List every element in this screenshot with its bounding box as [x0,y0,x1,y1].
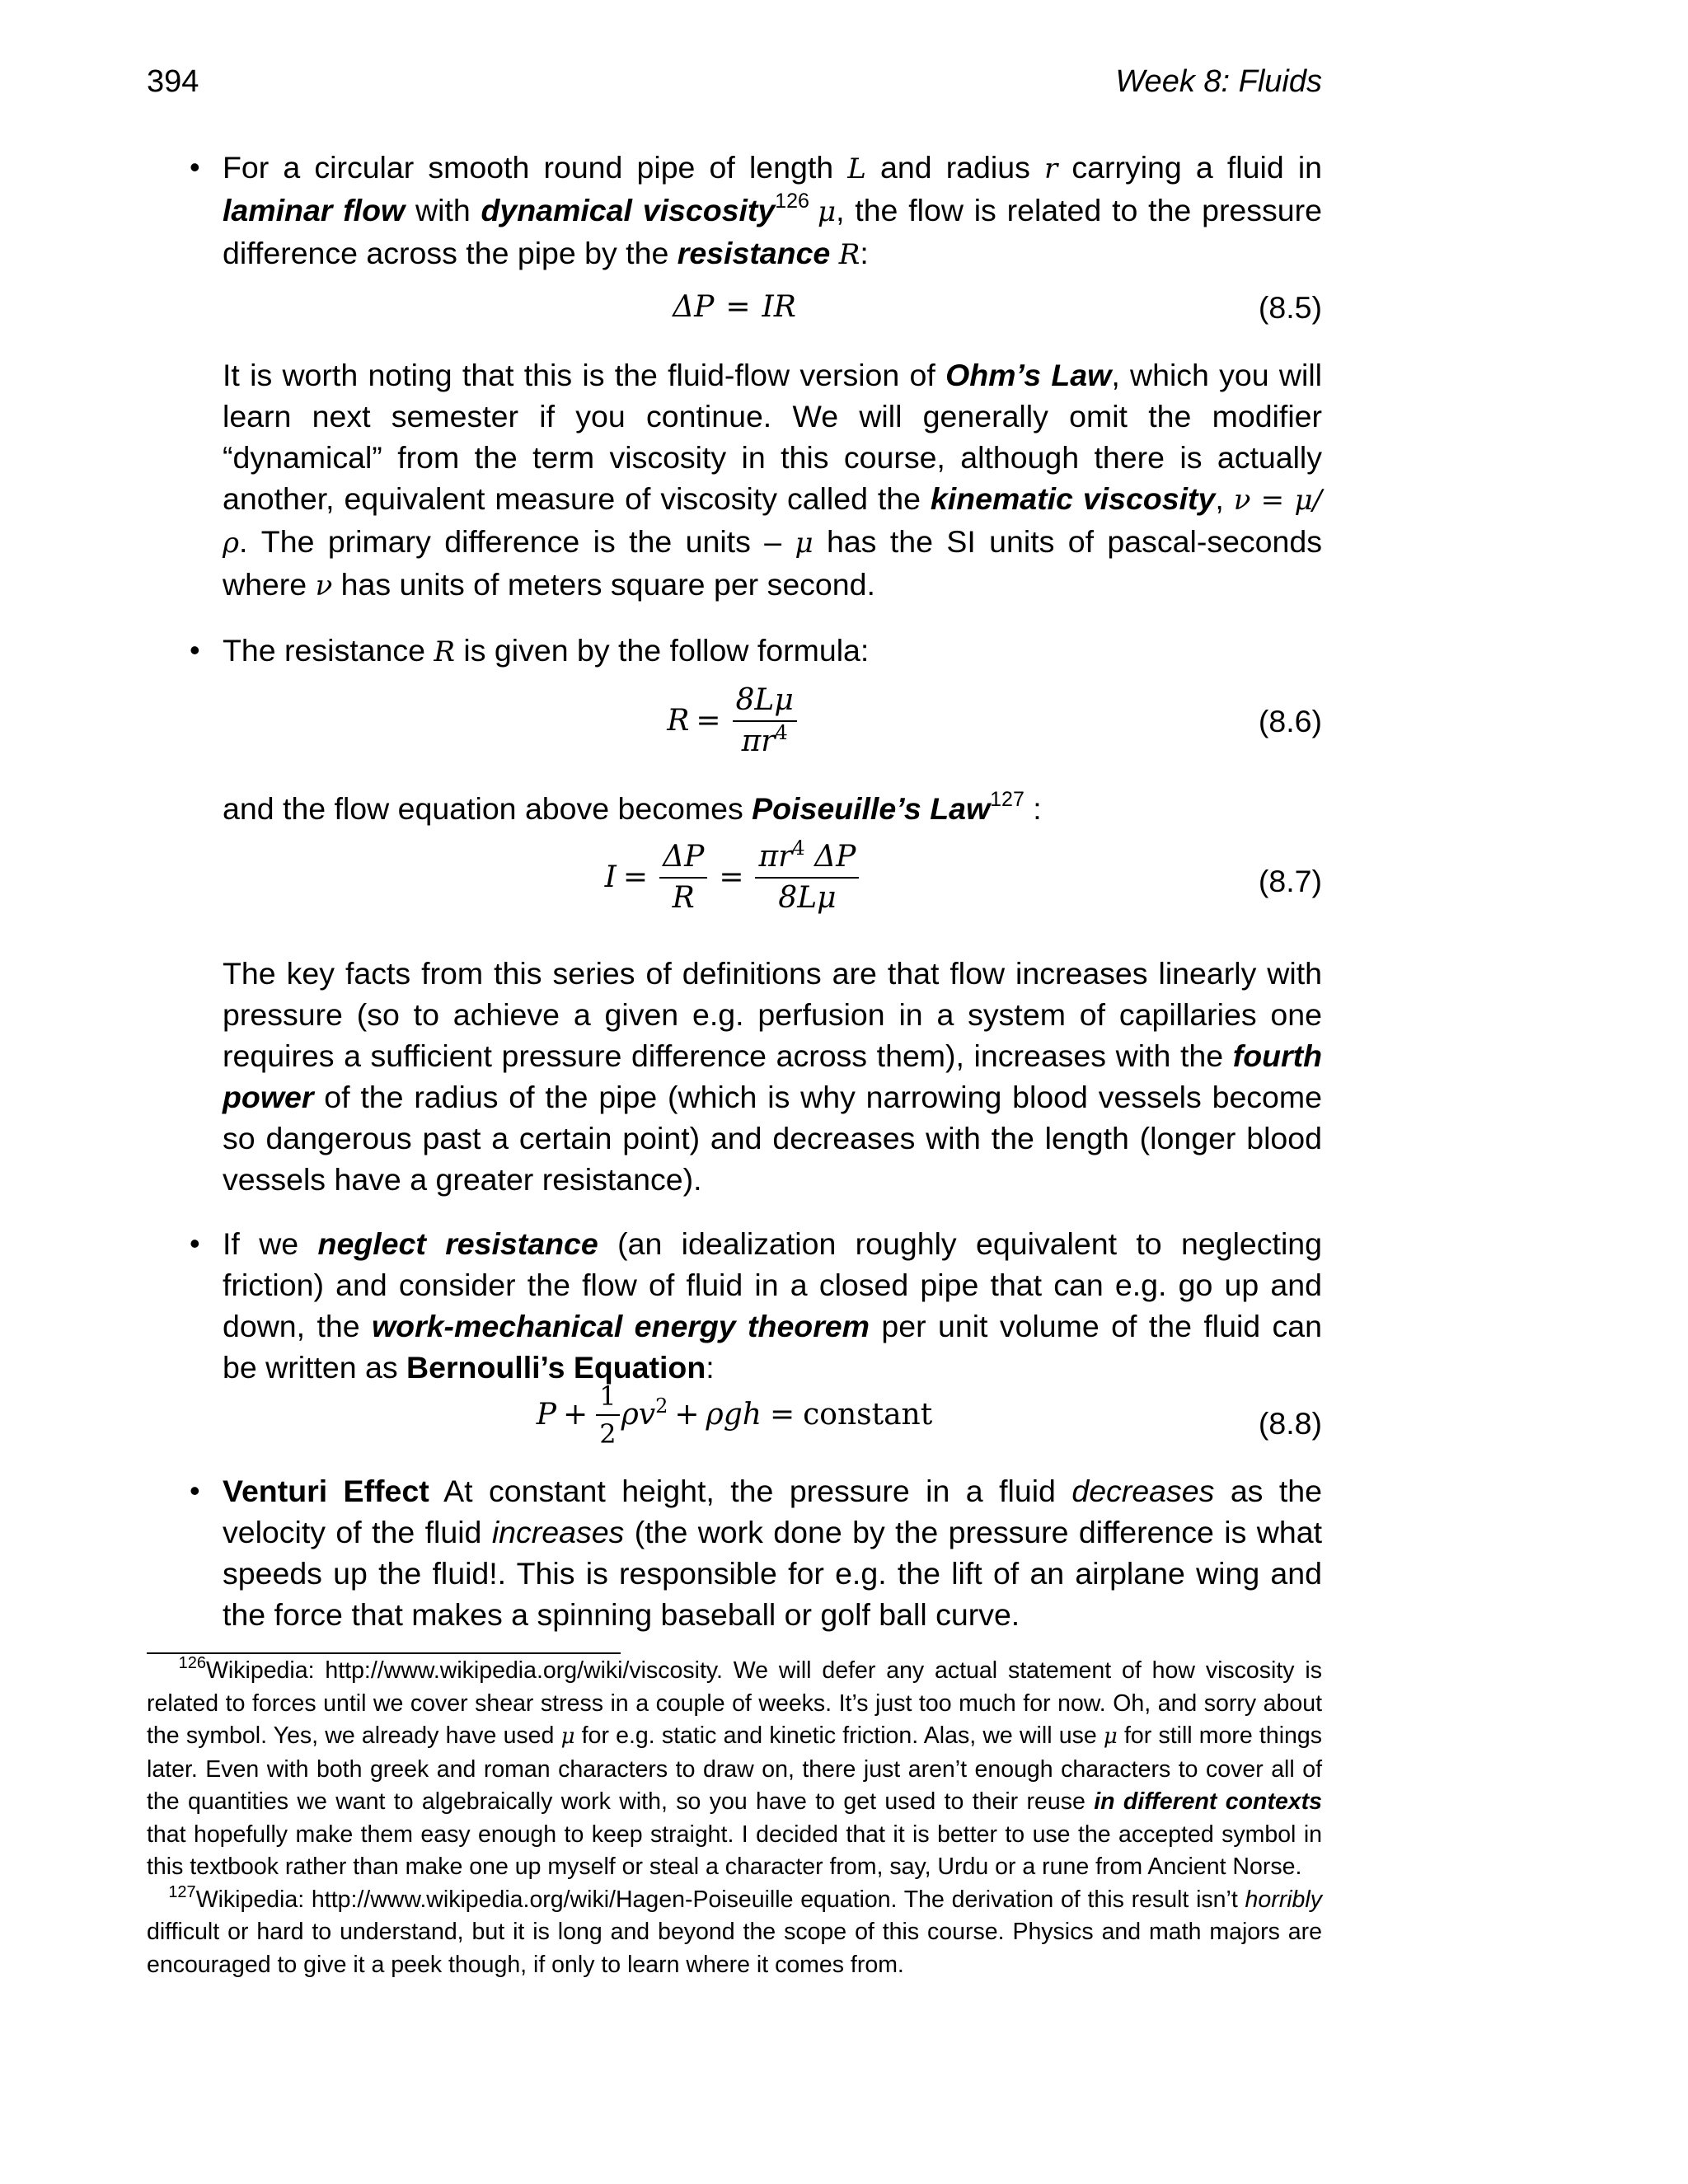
fraction-numerator: ΔP [659,841,707,879]
fraction [755,837,859,915]
term-resistance: resistance [677,236,831,270]
bullet-bernoulli [147,1223,1322,1467]
text: Wikipedia: http://www.wikipedia.org/wiki/Hagen-Poiseuille equation. The derivation of this result isn’t [195,1886,1245,1913]
math-symbol: ν [315,569,333,602]
paragraph [223,788,1322,829]
num-base: πr [758,840,793,874]
fraction-denominator [738,722,791,758]
eq-lhs: I [604,860,617,894]
math-symbol: r [1043,152,1058,185]
fraction-denominator: 2 [599,1418,617,1450]
exponent: 4 [792,837,805,860]
text: : [1024,791,1042,826]
fraction-numerator [755,837,859,879]
math-symbol: L [847,152,866,185]
bullet-marker: • [190,150,200,184]
equation-8-7 [223,829,1322,953]
text: carrying a fluid in [1057,150,1323,185]
text: , the flow is related to the pressure difference across the pipe by the [223,193,1322,270]
footnote-rule [147,1652,621,1654]
paragraph [223,630,1322,673]
emphasis-different-contexts: in different contexts [1094,1788,1322,1815]
term-venturi-effect: Venturi Effect [223,1474,429,1508]
text: Wikipedia: http://www.wikipedia.org/wiki/viscosity. We will defer any actual statement of how viscosity is related to forces until we cover shear stress in a couple of weeks. It’s just too much for now. Oh, and sorry about the symbol. Yes, we already have used [147,1657,1322,1749]
fraction [596,1381,619,1449]
text: For a circular smooth round pipe of length [223,150,848,185]
term-fourth-power: fourth power [223,1038,1322,1114]
footnotes [147,1655,1322,1981]
equation-number: (8.7) [1258,864,1322,898]
text: has the SI units of pascal-seconds where [223,524,1322,602]
bullet-marker: • [190,633,200,667]
equation-8-8 [223,1380,1322,1467]
text: per unit volume of the fluid can be written as [223,1309,1323,1385]
footnote-127 [147,1884,1322,1982]
equation-8-5 [223,275,1322,354]
eq-base: ρv [621,1398,656,1432]
footnote-marker: 126 [178,1654,207,1672]
bullet-marker: • [190,1226,200,1260]
math-symbol: μ [795,527,814,560]
math-symbol: μ [817,195,837,228]
text: with [405,193,481,227]
text: difficult or hard to understand, but it is long and beyond the scope of this course. Physics and math majors are encouraged to give it a peek though, if only to learn where it comes from. [147,1919,1322,1978]
bullet-resistance-formula [147,630,1322,1200]
text: : [706,1350,715,1385]
term-ohms-law: Ohm’s Law [945,358,1112,392]
eq-sign: = [622,860,649,894]
term-bernoulli-equation: Bernoulli’s Equation [406,1350,706,1385]
emphasis-decreases: decreases [1071,1474,1215,1508]
fraction [659,841,707,915]
footnote-marker: 127 [168,1882,196,1901]
bullet-laminar-flow [147,147,1322,607]
term-work-energy-theorem: work-mechanical energy theorem [372,1309,870,1343]
text: : [860,236,869,270]
footnote-126 [147,1655,1322,1884]
eq-sign: = [769,1398,795,1432]
eq-operator: + [563,1398,588,1432]
text: has units of meters square per second. [332,567,875,602]
text: and radius [865,150,1044,185]
main-text [147,147,1322,1635]
running-title: Week 8: Fluids [1115,64,1322,99]
exponent: 2 [655,1394,668,1418]
text: If we [223,1226,318,1261]
text: is given by the follow formula: [454,633,870,668]
text: and the flow equation above becomes [223,791,753,826]
paragraph [223,354,1322,607]
text: , which you will learn next semester if you continue. We will generally omit the modifier “dynamical” from the term viscosity in this course, although there is actually another, equivalent measure of viscosity called the [223,358,1322,516]
eq-lhs: R [667,704,690,738]
text: as the velocity of the fluid [223,1474,1323,1549]
bullet-marker: • [190,1474,200,1507]
eq-sign: = [719,860,744,894]
eq-rhs: IR [762,290,796,324]
fraction [733,684,797,758]
text: for e.g. static and kinetic friction. Alas, we will use [574,1722,1104,1749]
emphasis-horribly: horribly [1245,1886,1322,1913]
page-number: 394 [147,64,199,99]
text: . The primary difference is the units – [239,524,795,559]
eq-sign: = [696,704,721,738]
exponent: 4 [775,721,788,744]
term-neglect-resistance: neglect resistance [317,1226,598,1261]
fraction-numerator: 1 [596,1381,619,1416]
term-laminar-flow: laminar flow [223,193,406,227]
math-symbol: μ [1103,1724,1118,1749]
term-dynamical-viscosity: dynamical viscosity [481,193,776,227]
num-term: ΔP [814,840,856,874]
text: that hopefully make them easy enough to keep straight. I decided that it is better to use the accepted symbol in this textbook rather than make one up myself or steal a character from, say, Urdu or a rune from Ancient Norse. [147,1821,1322,1880]
emphasis-increases: increases [491,1515,625,1549]
fraction-denominator: 8Lμ [778,881,837,915]
text: of the radius of the pipe (which is why narrowing blood vessels become so dangerous past a certain point) and decreases with the length (longer blood vessels have a greater resistance). [223,1080,1322,1197]
paragraph [223,1223,1322,1388]
paragraph [223,953,1322,1200]
paragraph [223,1470,1322,1635]
text: (an idealization roughly equivalent to neglecting friction) and consider the flow of fluid in a closed pipe that can e.g. go up and down, the [223,1226,1322,1343]
math-symbol: R [838,238,860,271]
eq-term: ρgh [706,1398,762,1432]
eq-term [621,1394,668,1436]
footnote-ref-126[interactable]: 126 [775,190,809,213]
equation-number: (8.5) [1258,290,1322,325]
den-base: πr [741,724,776,758]
eq-lhs: ΔP [673,290,715,324]
fraction-denominator: R [672,881,695,915]
page-header [147,64,1322,100]
fraction-numerator: 8Lμ [733,684,797,722]
text: for still more things later. Even with both greek and roman characters to draw on, there just aren’t enough characters to cover all of the quantities we want to algebraically work with, so you have to get used to their reuse [147,1722,1322,1815]
term-kinematic-viscosity: kinematic viscosity [930,481,1216,516]
footnote-ref-127[interactable]: 127 [990,788,1025,811]
text: It is worth noting that this is the fluid-flow version of [223,358,946,392]
eq-sign: = [725,290,751,324]
math-expression: ν = μ/ρ [223,484,1323,560]
equation-number: (8.8) [1258,1406,1322,1441]
text: , [1215,481,1234,516]
equation-number: (8.6) [1258,704,1322,738]
term-poiseuilles-law: Poiseuille’s Law [752,791,991,826]
math-symbol: μ [560,1724,575,1749]
eq-operator: + [674,1398,700,1432]
eq-rhs: constant [803,1398,933,1432]
math-symbol: R [434,635,455,668]
text: The resistance [223,633,434,668]
equation-8-6 [223,673,1322,788]
text: At constant height, the pressure in a fluid [429,1474,1072,1508]
text: (the work done by the pressure difference is what speeds up the fluid!. This is responsible for e.g. the lift of an airplane wing and the force that makes a spinning baseball or golf ball curve. [223,1515,1322,1632]
text: The key facts from this series of definitions are that flow increases linearly with pressure (so to achieve a given e.g. perfusion in a system of capillaries one requires a sufficient pressure difference across them), increases with the [223,956,1322,1073]
bullet-venturi-effect [147,1470,1322,1635]
eq-term: P [536,1398,557,1432]
paragraph [223,147,1322,275]
